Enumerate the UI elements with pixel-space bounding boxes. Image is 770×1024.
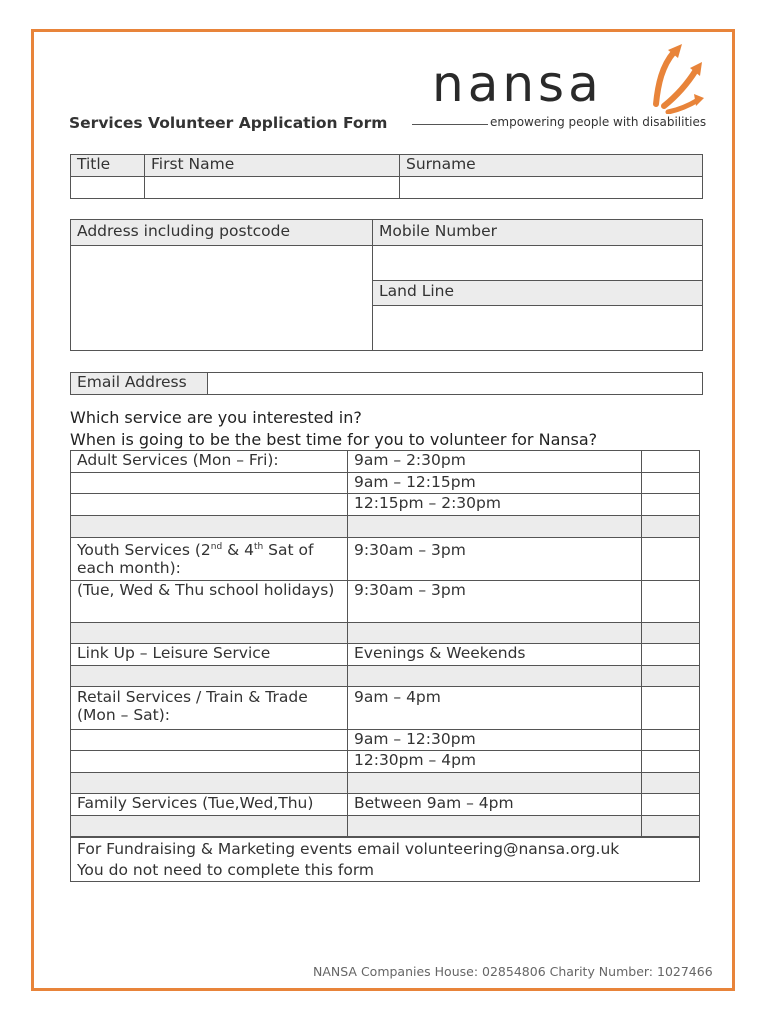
email-field[interactable] (208, 373, 703, 395)
blank-cell (71, 494, 348, 516)
linkup-slot: Evenings & Weekends (348, 644, 642, 666)
landline-label: Land Line (373, 281, 703, 306)
spacer-cell (642, 773, 700, 794)
question-time: When is going to be the best time for you to volunteer for Nansa? (70, 430, 598, 449)
youth-slot-1-check[interactable] (642, 538, 700, 581)
mobile-field[interactable] (373, 246, 703, 281)
retail-services-label: Retail Services / Train & Trade (Mon – Sat): (71, 687, 348, 730)
retail-slot-1-check[interactable] (642, 687, 700, 730)
linkup-check[interactable] (642, 644, 700, 666)
email-table (70, 372, 703, 395)
first-name-label: First Name (145, 155, 400, 177)
adult-slot-2: 9am – 12:15pm (348, 473, 642, 494)
logo-arrows-icon (638, 44, 704, 114)
email-label: Email Address (71, 373, 208, 395)
spacer-cell (642, 623, 700, 644)
spacer-cell (642, 666, 700, 687)
linkup-label: Link Up – Leisure Service (71, 644, 348, 666)
family-check[interactable] (642, 794, 700, 816)
spacer-row (71, 666, 348, 687)
address-field[interactable] (71, 246, 373, 351)
blank-cell (71, 730, 348, 751)
surname-label: Surname (400, 155, 703, 177)
fundraising-cell (71, 837, 700, 882)
mobile-label: Mobile Number (373, 220, 703, 246)
contact-table (70, 219, 703, 351)
spacer-cell (348, 623, 642, 644)
youth-sup: th (253, 541, 264, 552)
retail-slot-2-check[interactable] (642, 730, 700, 751)
spacer-cell (348, 773, 642, 794)
logo-word: nansa (432, 55, 603, 113)
youth-label-part: & 4 (222, 541, 254, 559)
adult-slot-3-check[interactable] (642, 494, 700, 516)
youth-holidays-label: (Tue, Wed & Thu school holidays) (71, 581, 348, 623)
spacer-cell (642, 516, 700, 538)
youth-slot-1: 9:30am – 3pm (348, 538, 642, 581)
services-table (70, 450, 700, 838)
retail-slot-1: 9am – 4pm (348, 687, 642, 730)
spacer-row (71, 516, 348, 538)
title-label: Title (71, 155, 145, 177)
surname-field[interactable] (400, 177, 703, 199)
logo-tagline: empowering people with disabilities (490, 115, 707, 129)
fundraising-line-2: You do not need to complete this form (77, 861, 375, 879)
logo-rule (412, 124, 488, 125)
name-table (70, 154, 703, 199)
fundraising-note (70, 836, 700, 882)
footer-registration: NANSA Companies House: 02854806 Charity Number: 1027466 (313, 964, 713, 979)
spacer-cell (348, 516, 642, 538)
youth-sup: nd (210, 541, 223, 552)
nansa-logo (410, 44, 705, 130)
spacer-cell (348, 816, 642, 838)
address-label: Address including postcode (71, 220, 373, 246)
family-services-label: Family Services (Tue,Wed,Thu) (71, 794, 348, 816)
adult-slot-1: 9am – 2:30pm (348, 451, 642, 473)
spacer-row (71, 623, 348, 644)
adult-slot-3: 12:15pm – 2:30pm (348, 494, 642, 516)
adult-services-label: Adult Services (Mon – Fri): (71, 451, 348, 473)
title-field[interactable] (71, 177, 145, 199)
retail-slot-3: 12:30pm – 4pm (348, 751, 642, 773)
spacer-cell (642, 816, 700, 838)
adult-slot-1-check[interactable] (642, 451, 700, 473)
spacer-cell (348, 666, 642, 687)
form-title: Services Volunteer Application Form (69, 114, 388, 132)
youth-services-label (71, 538, 348, 581)
fundraising-line-1: For Fundraising & Marketing events email volunteering@nansa.org.uk (77, 840, 620, 858)
spacer-row (71, 773, 348, 794)
spacer-row (71, 816, 348, 838)
first-name-field[interactable] (145, 177, 400, 199)
youth-label-part: Sat of each month): (77, 541, 314, 577)
question-service: Which service are you interested in? (70, 408, 362, 427)
adult-slot-2-check[interactable] (642, 473, 700, 494)
retail-slot-2: 9am – 12:30pm (348, 730, 642, 751)
landline-field[interactable] (373, 306, 703, 351)
retail-slot-3-check[interactable] (642, 751, 700, 773)
family-slot: Between 9am – 4pm (348, 794, 642, 816)
youth-slot-2: 9:30am – 3pm (348, 581, 642, 623)
youth-slot-2-check[interactable] (642, 581, 700, 623)
blank-cell (71, 751, 348, 773)
youth-label-part: Youth Services (2 (77, 541, 211, 559)
blank-cell (71, 473, 348, 494)
